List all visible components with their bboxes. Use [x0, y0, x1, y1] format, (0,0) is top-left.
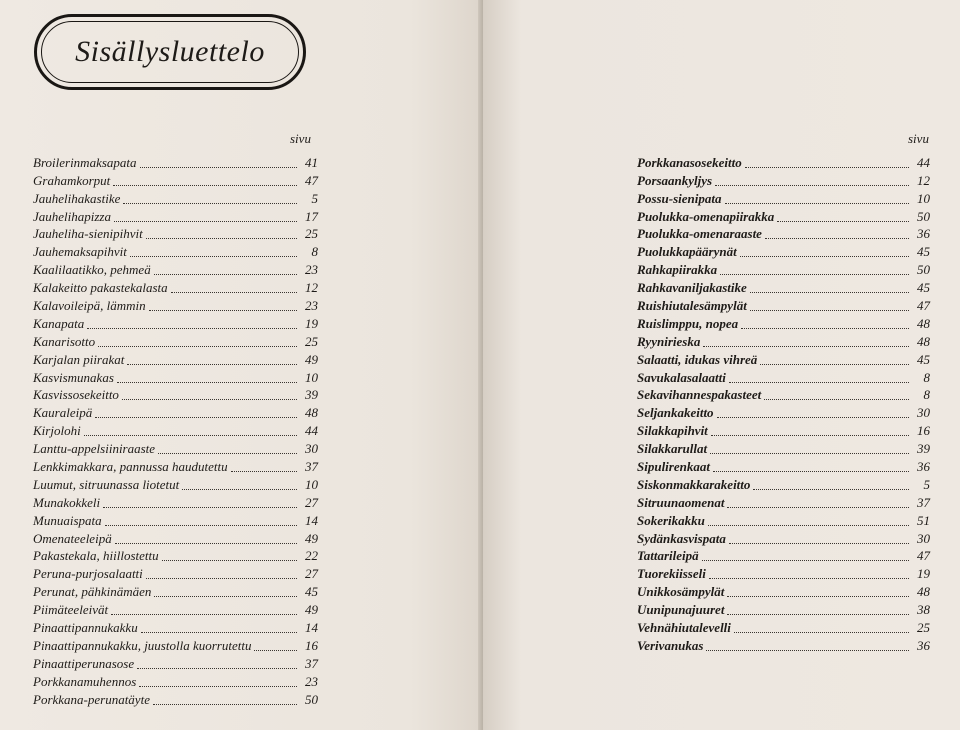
toc-entry-title: Grahamkorput: [33, 172, 111, 188]
toc-entry-page: 25: [305, 333, 318, 349]
toc-entry-title: Salaatti, idukas vihreä: [637, 351, 758, 367]
toc-entry: [33, 457, 318, 475]
toc-entry-page: 47: [305, 172, 318, 188]
toc-entry-page: 16: [305, 637, 318, 653]
toc-entry: [33, 260, 318, 278]
toc-entry: [33, 207, 318, 225]
toc-entry: [637, 225, 930, 243]
toc-entry-title: Lenkkimakkara, pannussa haudutettu: [33, 459, 228, 475]
toc-leader-dots: [139, 685, 297, 687]
toc-entry: [33, 618, 318, 636]
toc-entry: [637, 386, 930, 404]
toc-entry: [33, 636, 318, 654]
toc-entry-title: Tattarileipä: [637, 548, 699, 564]
toc-entry-page: 17: [305, 208, 318, 224]
toc-leader-dots: [115, 542, 297, 544]
toc-leader-dots: [141, 631, 297, 633]
toc-leader-dots: [154, 595, 297, 597]
toc-entry-page: 49: [305, 351, 318, 367]
toc-entry: [33, 225, 318, 243]
toc-entry-title: Sekavihannespakasteet: [637, 387, 762, 403]
toc-entry-title: Puolukka-omenaraaste: [637, 226, 762, 242]
toc-list-left: [33, 153, 318, 708]
toc-entry-title: Jauheliha-sienipihvit: [33, 226, 143, 242]
toc-leader-dots: [711, 434, 909, 436]
toc-entry: [33, 403, 318, 421]
toc-leader-dots: [162, 559, 297, 561]
toc-entry: [33, 314, 318, 332]
toc-entry-page: 37: [917, 494, 930, 510]
toc-entry-title: Rahkavaniljakastike: [637, 280, 747, 296]
toc-leader-dots: [103, 506, 297, 508]
toc-leader-dots: [745, 166, 909, 168]
toc-entry-page: 22: [305, 548, 318, 564]
toc-entry-title: Kaalilaatikko, pehmeä: [33, 262, 151, 278]
toc-entry-title: Munakokkeli: [33, 494, 101, 510]
toc-entry: [33, 547, 318, 565]
toc-entry-title: Sipulirenkaat: [637, 459, 710, 475]
toc-entry: [33, 582, 318, 600]
toc-entry-title: Kalavoileipä, lämmin: [33, 298, 146, 314]
toc-entry-title: Ruishiutalesämpylät: [637, 298, 747, 314]
toc-leader-dots: [760, 363, 909, 365]
toc-leader-dots: [158, 452, 297, 454]
toc-entry-title: Sitruunaomenat: [637, 494, 725, 510]
toc-entry: [637, 600, 930, 618]
toc-entry-title: Silakkarullat: [637, 441, 708, 457]
toc-leader-dots: [720, 273, 909, 275]
toc-leader-dots: [140, 166, 297, 168]
toc-entry: [33, 439, 318, 457]
page-column-header: sivu: [290, 131, 311, 146]
toc-leader-dots: [765, 237, 909, 239]
toc-entry: [33, 296, 318, 314]
toc-leader-dots: [740, 255, 909, 257]
toc-leader-dots: [717, 416, 909, 418]
toc-entry-page: 37: [305, 655, 318, 671]
toc-entry-title: Pinaattiperunasose: [33, 655, 135, 671]
toc-entry: [33, 386, 318, 404]
toc-entry-page: 10: [917, 190, 930, 206]
toc-entry-page: 10: [305, 369, 318, 385]
toc-entry-title: Peruna-purjosalaatti: [33, 566, 143, 582]
toc-entry: [33, 421, 318, 439]
toc-entry-page: 37: [305, 459, 318, 475]
toc-entry: [637, 189, 930, 207]
toc-leader-dots: [734, 631, 909, 633]
toc-entry: [33, 171, 318, 189]
toc-entry: [637, 493, 930, 511]
toc-leader-dots: [182, 488, 297, 490]
toc-entry: [637, 403, 930, 421]
toc-entry-title: Piimäteeleivät: [33, 602, 109, 618]
toc-entry: [637, 564, 930, 582]
toc-entry: [637, 511, 930, 529]
toc-leader-dots: [750, 291, 909, 293]
toc-leader-dots: [715, 184, 909, 186]
toc-entry-page: 8: [923, 369, 930, 385]
toc-entry-page: 48: [917, 584, 930, 600]
toc-entry-page: 50: [917, 262, 930, 278]
toc-leader-dots: [727, 506, 909, 508]
toc-entry-title: Omenateeleipä: [33, 530, 112, 546]
toc-leader-dots: [149, 309, 297, 311]
toc-entry: [33, 475, 318, 493]
toc-entry-title: Silakkapihvit: [637, 423, 708, 439]
toc-entry: [33, 493, 318, 511]
toc-entry-title: Kanapata: [33, 315, 85, 331]
toc-leader-dots: [729, 381, 909, 383]
toc-entry-page: 5: [311, 190, 318, 206]
toc-entry-title: Pinaattipannukakku, juustolla kuorrutettu: [33, 637, 252, 653]
toc-leader-dots: [254, 649, 297, 651]
toc-entry-title: Kanarisotto: [33, 333, 96, 349]
toc-leader-dots: [764, 398, 909, 400]
toc-leader-dots: [84, 434, 297, 436]
toc-leader-dots: [146, 237, 297, 239]
toc-entry-title: Porkkanasosekeitto: [637, 154, 742, 170]
toc-entry-title: Vehnähiutalevelli: [637, 620, 731, 636]
toc-leader-dots: [87, 327, 297, 329]
toc-leader-dots: [725, 202, 909, 204]
toc-leader-dots: [741, 327, 909, 329]
toc-entry-title: Sokerikakku: [637, 512, 705, 528]
toc-entry: [637, 529, 930, 547]
toc-entry: [637, 582, 930, 600]
toc-entry: [637, 636, 930, 654]
toc-entry-page: 23: [305, 298, 318, 314]
toc-entry-title: Munuaispata: [33, 512, 102, 528]
toc-entry-title: Siskonmakkarakeitto: [637, 476, 751, 492]
toc-entry: [33, 368, 318, 386]
toc-entry: [637, 421, 930, 439]
toc-entry-title: Ryynirieska: [637, 333, 701, 349]
toc-entry-page: 44: [917, 154, 930, 170]
toc-entry-page: 36: [917, 226, 930, 242]
toc-leader-dots: [777, 220, 909, 222]
toc-leader-dots: [231, 470, 297, 472]
toc-leader-dots: [95, 416, 297, 418]
toc-leader-dots: [708, 524, 909, 526]
toc-entry-page: 38: [917, 602, 930, 618]
toc-entry: [33, 600, 318, 618]
toc-leader-dots: [114, 220, 297, 222]
toc-entry-title: Porsaankyljys: [637, 172, 713, 188]
toc-entry-title: Savukalasalaatti: [637, 369, 726, 385]
toc-entry-title: Lanttu-appelsiiniraaste: [33, 441, 156, 457]
toc-entry-page: 10: [305, 476, 318, 492]
toc-entry-title: Jauhelihapizza: [33, 208, 111, 224]
toc-entry: [33, 672, 318, 690]
toc-entry-title: Karjalan piirakat: [33, 351, 125, 367]
toc-entry: [637, 296, 930, 314]
toc-entry-page: 14: [305, 620, 318, 636]
toc-leader-dots: [727, 613, 909, 615]
toc-entry: [637, 350, 930, 368]
toc-entry-page: 30: [917, 530, 930, 546]
toc-entry: [637, 439, 930, 457]
toc-entry-page: 49: [305, 602, 318, 618]
toc-entry-page: 39: [917, 441, 930, 457]
toc-entry-title: Verivanukas: [637, 637, 704, 653]
toc-leader-dots: [154, 273, 297, 275]
toc-entry-title: Puolukkapäärynät: [637, 244, 737, 260]
toc-entry-page: 14: [305, 512, 318, 528]
toc-leader-dots: [130, 255, 297, 257]
toc-entry-page: 25: [917, 620, 930, 636]
toc-entry: [637, 171, 930, 189]
toc-entry-page: 47: [917, 298, 930, 314]
toc-entry-title: Ruislimppu, nopea: [637, 315, 739, 331]
toc-entry-title: Kirjolohi: [33, 423, 81, 439]
toc-entry: [637, 207, 930, 225]
toc-entry-page: 16: [917, 423, 930, 439]
toc-entry-title: Luumut, sitruunassa liotetut: [33, 476, 180, 492]
toc-entry-page: 23: [305, 673, 318, 689]
toc-entry-page: 45: [917, 280, 930, 296]
toc-entry-title: Kasvismunakas: [33, 369, 114, 385]
toc-entry-title: Sydänkasvispata: [637, 530, 726, 546]
toc-entry: [33, 654, 318, 672]
toc-leader-dots: [117, 381, 297, 383]
toc-entry-title: Perunat, pähkinämäen: [33, 584, 152, 600]
toc-entry-page: 48: [917, 315, 930, 331]
toc-leader-dots: [105, 524, 297, 526]
toc-leader-dots: [750, 309, 909, 311]
toc-entry-page: 30: [305, 441, 318, 457]
toc-entry-page: 49: [305, 530, 318, 546]
toc-entry: [637, 242, 930, 260]
toc-entry-page: 19: [305, 315, 318, 331]
toc-entry: [637, 618, 930, 636]
toc-entry-title: Broilerinmaksapata: [33, 154, 137, 170]
toc-leader-dots: [127, 363, 297, 365]
toc-entry-title: Uunipunajuuret: [637, 602, 725, 618]
toc-leader-dots: [702, 559, 909, 561]
toc-entry-page: 44: [305, 423, 318, 439]
toc-entry-page: 8: [311, 244, 318, 260]
toc-entry-page: 8: [923, 387, 930, 403]
toc-entry-page: 48: [917, 333, 930, 349]
toc-entry: [637, 368, 930, 386]
toc-entry-page: 41: [305, 154, 318, 170]
toc-entry-title: Seljankakeitto: [637, 405, 714, 421]
toc-entry-page: 48: [305, 405, 318, 421]
toc-entry-page: 27: [305, 566, 318, 582]
toc-entry-page: 45: [305, 584, 318, 600]
toc-leader-dots: [153, 703, 297, 705]
page-title: Sisällysluettelo: [75, 35, 265, 68]
toc-entry-page: 27: [305, 494, 318, 510]
toc-entry-page: 30: [917, 405, 930, 421]
toc-entry: [637, 475, 930, 493]
toc-leader-dots: [111, 613, 297, 615]
toc-entry: [637, 314, 930, 332]
toc-entry-page: 5: [923, 476, 930, 492]
toc-entry-page: 39: [305, 387, 318, 403]
toc-entry-title: Jauhelihakastike: [33, 190, 121, 206]
toc-entry-title: Pakastekala, hiillostettu: [33, 548, 159, 564]
toc-entry-title: Pinaattipannukakku: [33, 620, 138, 636]
toc-leader-dots: [113, 184, 297, 186]
toc-entry-page: 51: [917, 512, 930, 528]
toc-leader-dots: [729, 542, 909, 544]
toc-entry: [637, 547, 930, 565]
toc-entry-page: 45: [917, 351, 930, 367]
toc-entry: [33, 690, 318, 708]
toc-entry: [637, 332, 930, 350]
toc-entry-page: 12: [917, 172, 930, 188]
toc-leader-dots: [727, 595, 909, 597]
toc-entry: [637, 153, 930, 171]
toc-entry-page: 50: [305, 691, 318, 707]
toc-leader-dots: [137, 667, 297, 669]
toc-entry-title: Jauhemaksapihvit: [33, 244, 127, 260]
toc-entry: [33, 332, 318, 350]
toc-entry: [33, 511, 318, 529]
toc-entry-page: 12: [305, 280, 318, 296]
toc-entry: [33, 278, 318, 296]
toc-entry: [33, 242, 318, 260]
toc-entry: [33, 153, 318, 171]
toc-entry-title: Kauraleipä: [33, 405, 93, 421]
toc-entry-page: 25: [305, 226, 318, 242]
toc-entry: [637, 457, 930, 475]
toc-entry-title: Porkkana-perunatäyte: [33, 691, 150, 707]
toc-entry-page: 23: [305, 262, 318, 278]
toc-leader-dots: [703, 345, 909, 347]
toc-list-right: [637, 153, 930, 654]
toc-leader-dots: [706, 649, 909, 651]
toc-entry-title: Porkkanamuhennos: [33, 673, 137, 689]
toc-entry-title: Unikkosämpylät: [637, 584, 725, 600]
toc-entry-page: 47: [917, 548, 930, 564]
toc-leader-dots: [98, 345, 297, 347]
toc-entry-title: Tuorekiisseli: [637, 566, 706, 582]
toc-leader-dots: [146, 577, 297, 579]
toc-entry-title: Kasvissosekeitto: [33, 387, 119, 403]
toc-leader-dots: [710, 452, 909, 454]
toc-entry-title: Rahkapiirakka: [637, 262, 718, 278]
toc-leader-dots: [122, 398, 297, 400]
toc-entry-page: 36: [917, 459, 930, 475]
toc-entry: [637, 260, 930, 278]
toc-entry: [637, 278, 930, 296]
toc-leader-dots: [709, 577, 909, 579]
toc-entry-title: Kalakeitto pakastekalasta: [33, 280, 168, 296]
toc-entry: [33, 189, 318, 207]
toc-entry: [33, 529, 318, 547]
toc-entry-page: 50: [917, 208, 930, 224]
toc-leader-dots: [713, 470, 909, 472]
toc-entry-title: Possu-sienipata: [637, 190, 722, 206]
toc-entry-page: 19: [917, 566, 930, 582]
toc-leader-dots: [123, 202, 297, 204]
toc-entry: [33, 350, 318, 368]
page-column-header: sivu: [908, 131, 929, 146]
toc-leader-dots: [753, 488, 909, 490]
toc-entry-page: 45: [917, 244, 930, 260]
toc-entry-title: Puolukka-omenapiirakka: [637, 208, 775, 224]
toc-leader-dots: [171, 291, 297, 293]
toc-entry: [33, 564, 318, 582]
toc-entry-page: 36: [917, 637, 930, 653]
